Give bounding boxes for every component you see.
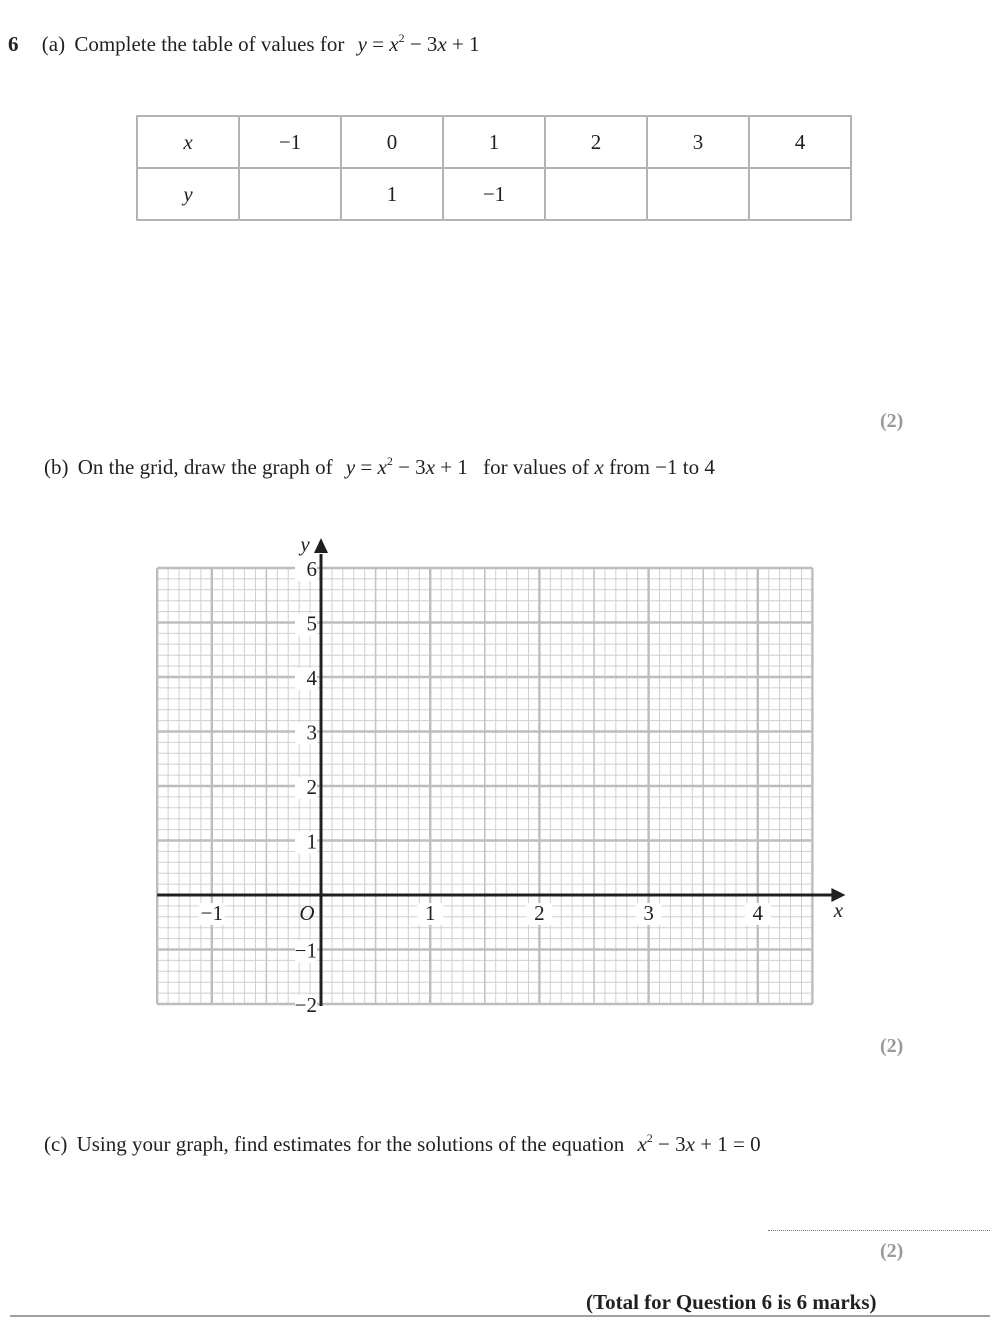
table-cell: 1 [341, 168, 443, 220]
y-axis-arrow-icon [314, 538, 328, 553]
table-row-y [137, 168, 851, 220]
x-tick-label: −1 [200, 901, 223, 925]
y-axis-label: y [300, 532, 310, 556]
part-b-text: On the grid, draw the graph of [77, 455, 333, 479]
part-c-header [44, 1132, 761, 1157]
y-tick-label: 1 [306, 829, 317, 854]
table-cell-input[interactable] [545, 168, 647, 220]
part-b-label: (b) [44, 455, 69, 479]
y-tick-label: −2 [294, 993, 317, 1017]
part-b-marks: (2) [880, 1035, 904, 1057]
part-a-label: (a) [41, 32, 66, 56]
y-tick-label: 4 [306, 666, 317, 690]
part-b-var: x [594, 455, 604, 479]
bottom-rule [10, 1315, 990, 1317]
table-row-x [137, 116, 851, 168]
part-c-label: (c) [44, 1132, 68, 1156]
question-number: 6 [8, 32, 19, 56]
table-header-y: y [137, 168, 239, 220]
part-b-range: from −1 to 4 [609, 455, 715, 479]
table-cell-input[interactable] [239, 168, 341, 220]
table-cell-input[interactable] [749, 168, 851, 220]
question-total: (Total for Question 6 is 6 marks) [586, 1290, 877, 1314]
y-tick-label: 6 [306, 557, 317, 581]
table-cell: −1 [239, 116, 341, 168]
part-a-text: Complete the table of values for [74, 32, 345, 56]
y-tick-label: −1 [294, 938, 317, 963]
x-tick-label: 4 [752, 901, 764, 925]
x-tick-label: 3 [643, 901, 654, 925]
y-tick-label: 2 [306, 775, 317, 799]
x-tick-label: 1 [424, 901, 436, 925]
question-6-part-a-header [8, 32, 480, 57]
y-tick-label: 3 [306, 720, 317, 745]
table-of-values [136, 115, 852, 221]
table-header-x: x [137, 116, 239, 168]
axes [157, 538, 845, 1006]
part-a-equation: $y = x^2 - 3x + 1$ [357, 31, 480, 56]
table-cell: −1 [443, 168, 545, 220]
part-a-marks: (2) [880, 410, 904, 432]
y-tick-label: 5 [306, 611, 317, 636]
part-c-marks: (2) [880, 1240, 904, 1262]
table-cell-input[interactable] [647, 168, 749, 220]
part-c-answer-line[interactable] [768, 1214, 990, 1231]
table-cell: 0 [341, 116, 443, 168]
table-cell: 1 [443, 116, 545, 168]
table-cell: 3 [647, 116, 749, 168]
origin-label: O [299, 901, 315, 925]
graph-grid[interactable] [0, 520, 1000, 1030]
part-c-text: Using your graph, find estimates for the solutions of the equation [76, 1132, 625, 1156]
table-cell: 2 [545, 116, 647, 168]
part-b-text-post: for values of [483, 455, 590, 479]
x-axis-label: x [833, 898, 844, 922]
part-c-equation: $x^2 - 3x + 1 = 0$ [637, 1131, 761, 1156]
table-cell: 4 [749, 116, 851, 168]
x-tick-label: 2 [534, 901, 545, 925]
part-b-header [44, 455, 715, 480]
part-b-equation: $y = x^2 - 3x + 1$ [345, 454, 468, 479]
